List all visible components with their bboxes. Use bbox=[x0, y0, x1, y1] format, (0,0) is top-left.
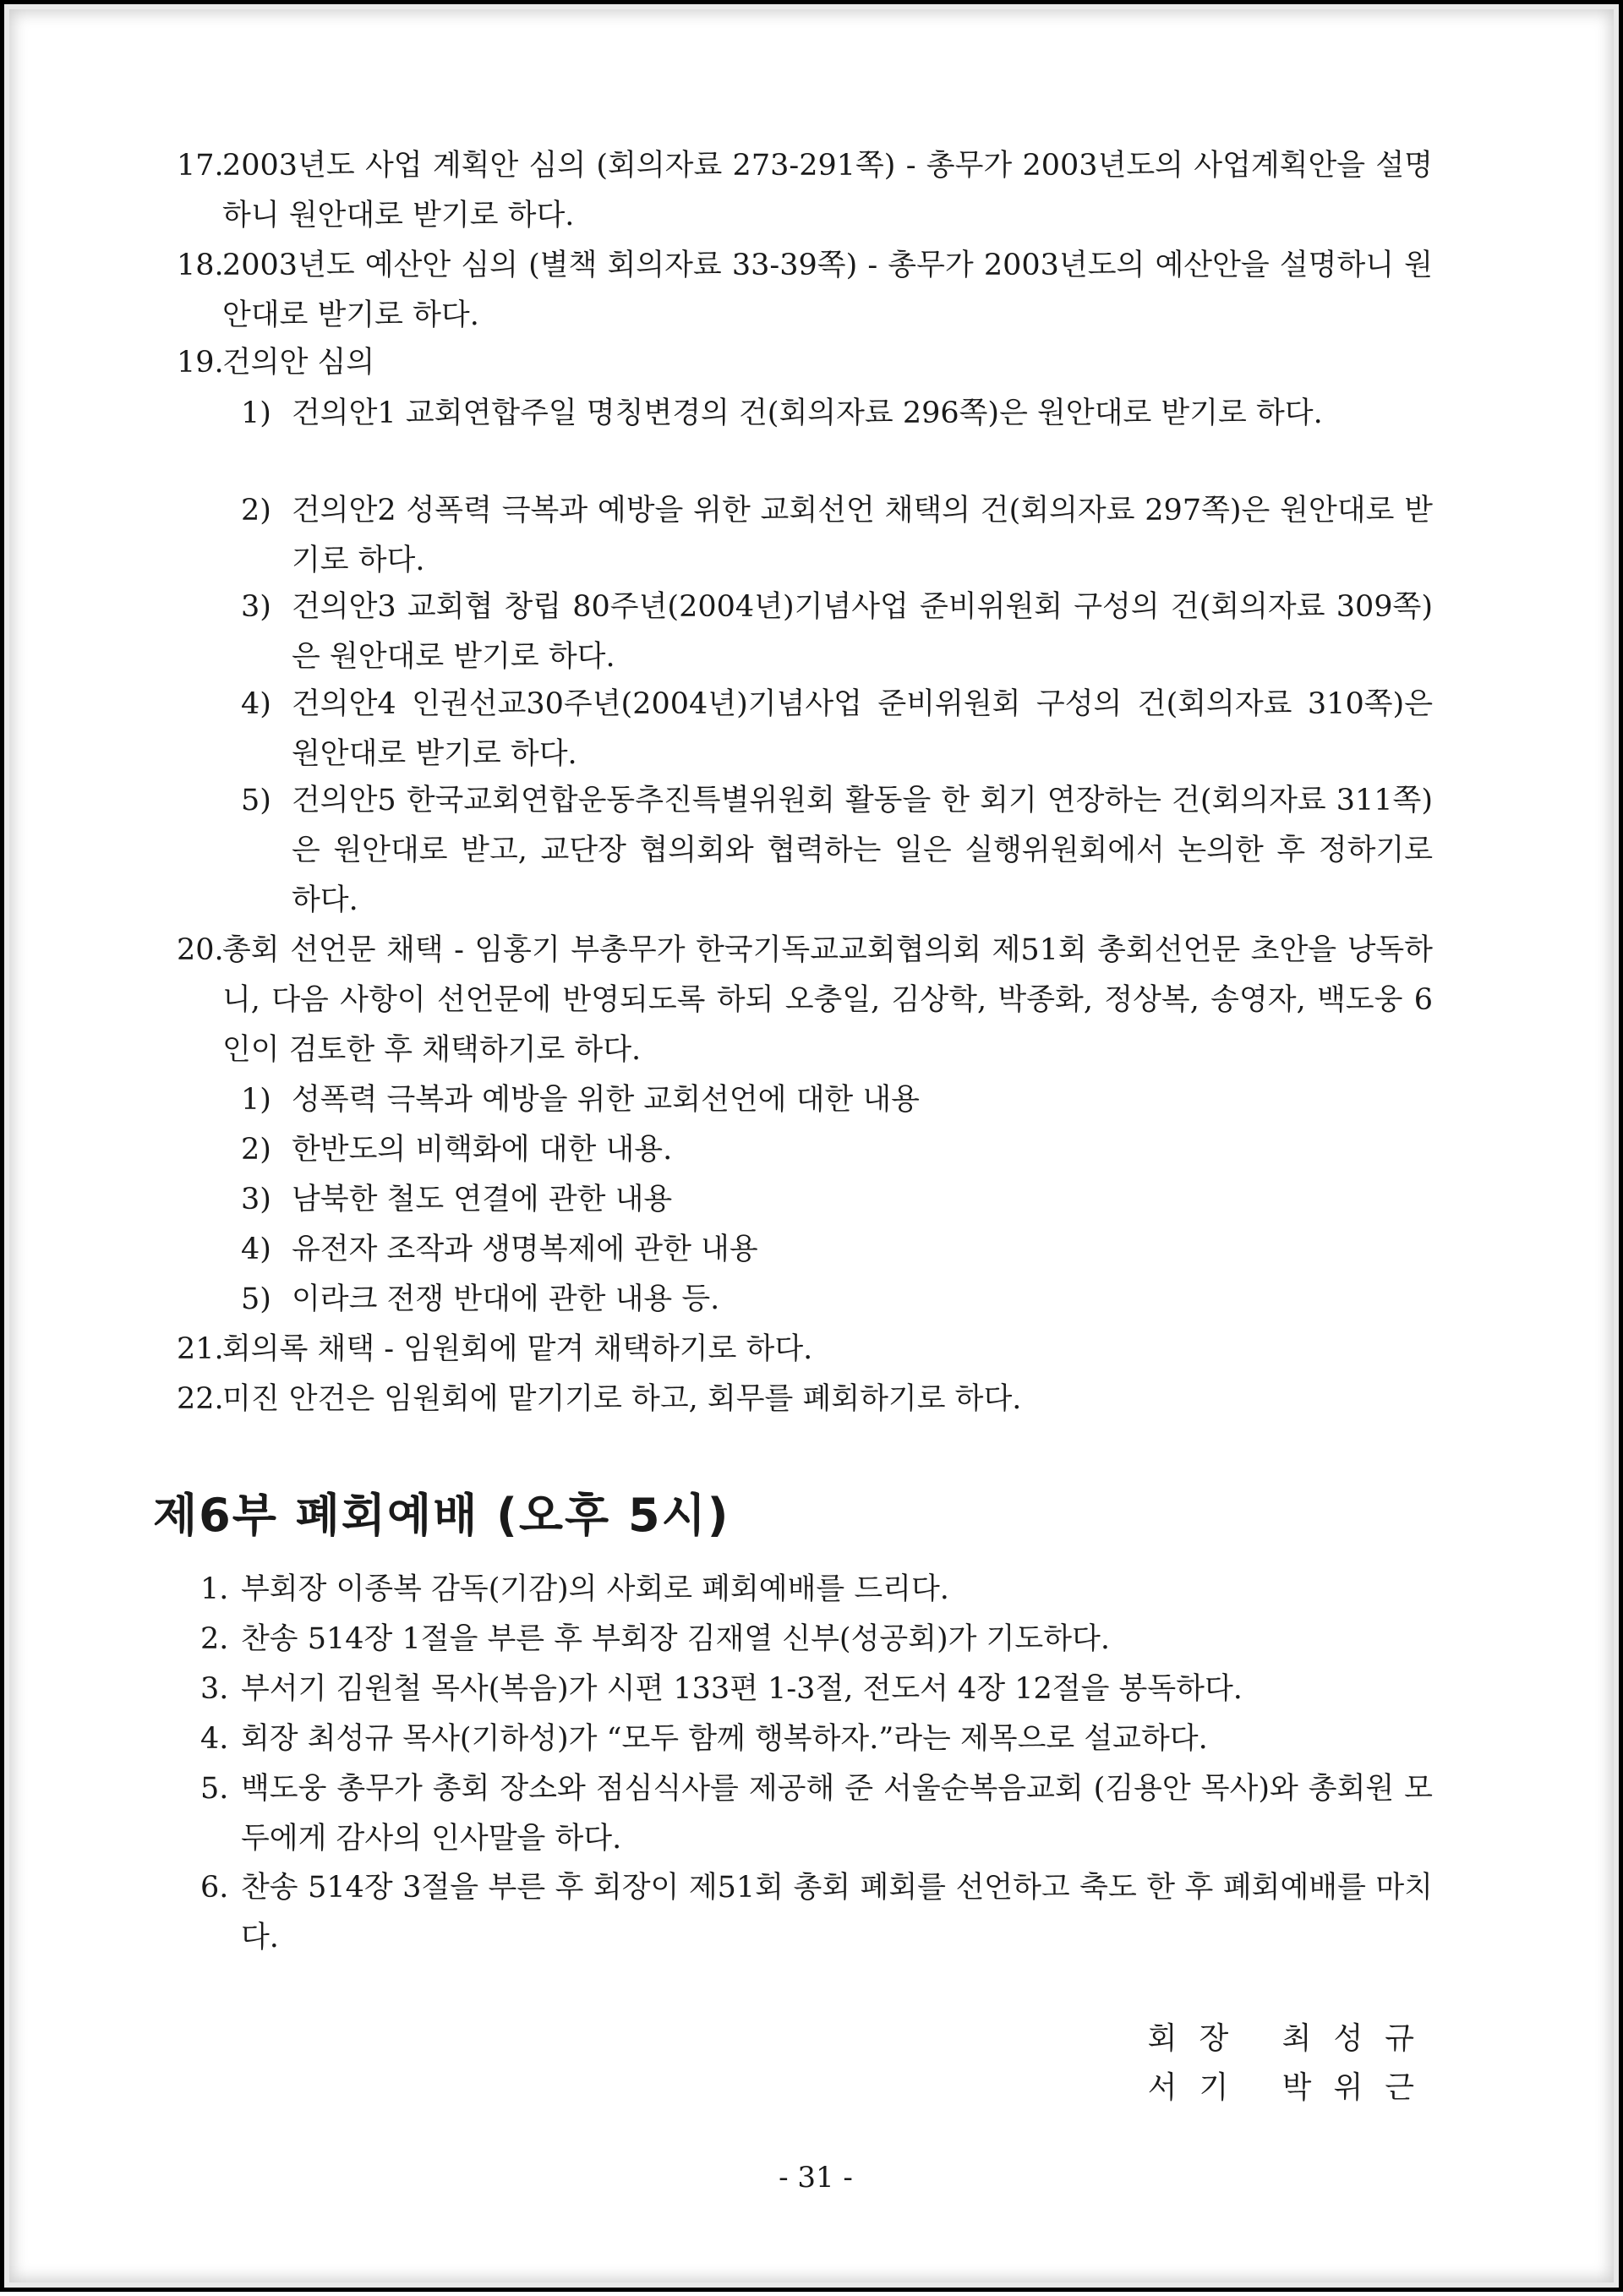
item-text: 건의안5 한국교회연합운동추진특별위원회 활동을 한 회기 연장하는 건(회의자료 311쪽)은 원안대로 받고, 교단장 협의회와 협력하는 일은 실행위원회에서 논의한 후 정하기로 하다. bbox=[292, 784, 1433, 917]
item-text: 2003년도 예산안 심의 (별책 회의자료 33-39쪽) - 총무가 2003년도의 예산안을 설명하니 원안대로 받기로 하다. bbox=[222, 249, 1433, 332]
item-text: 건의안 심의 bbox=[222, 346, 375, 380]
item-number: 2) bbox=[241, 494, 271, 528]
item-text: 건의안4 인권선교30주년(2004년)기념사업 준비위원회 구성의 건(회의자료 310쪽)은 원안대로 받기로 하다. bbox=[292, 687, 1433, 771]
item-text: 유전자 조작과 생명복제에 관한 내용 bbox=[292, 1233, 758, 1266]
list-item bbox=[177, 1375, 1433, 1424]
section-list-item bbox=[200, 1714, 1433, 1764]
list-item bbox=[177, 338, 1433, 388]
item-text: 총회 선언문 채택 - 임홍기 부총무가 한국기독교교회협의회 제51회 총회선언문 초안을 낭독하니, 다음 사항이 선언문에 반영되도록 하되 오충일, 김상학, 박종화, 정상복, 송영자, 백도웅 6인이 검토한 후 채택하기로 하다. bbox=[222, 933, 1433, 1067]
item-number: 17. bbox=[177, 149, 224, 183]
item-number: 5) bbox=[241, 1282, 271, 1316]
item-text: 2003년도 사업 계획안 심의 (회의자료 273-291쪽) - 총무가 2003년도의 사업계획안을 설명하니 원안대로 받기로 하다. bbox=[222, 149, 1433, 232]
section-list-item bbox=[200, 1565, 1433, 1615]
item-number: 3) bbox=[241, 1183, 271, 1216]
section-list-item bbox=[200, 1863, 1433, 1963]
item-text: 건의안2 성폭력 극복과 예방을 위한 교회선언 채택의 건(회의자료 297쪽)은 원안대로 받기로 하다. bbox=[292, 494, 1433, 577]
item-number: 2) bbox=[241, 1133, 271, 1167]
item-text: 한반도의 비핵화에 대한 내용. bbox=[292, 1133, 673, 1167]
item-number: 20. bbox=[177, 933, 224, 967]
sub-list-item bbox=[241, 680, 1433, 779]
item-number: 1. bbox=[200, 1572, 229, 1606]
item-number: 19. bbox=[177, 346, 224, 380]
item-number: 4) bbox=[241, 1233, 271, 1266]
page-content bbox=[4, 4, 1623, 2296]
item-text: 부회장 이종복 감독(기감)의 사회로 폐회예배를 드리다. bbox=[241, 1572, 949, 1606]
list-item bbox=[177, 1325, 1433, 1375]
item-number: 5. bbox=[200, 1772, 229, 1806]
item-number: 1) bbox=[241, 396, 271, 430]
list-item bbox=[177, 926, 1433, 1075]
item-number: 2. bbox=[200, 1622, 229, 1656]
item-text: 성폭력 극복과 예방을 위한 교회선언에 대한 내용 bbox=[292, 1083, 920, 1117]
item-text: 이라크 전쟁 반대에 관한 내용 등. bbox=[292, 1282, 720, 1316]
section-heading: 제6부 폐회예배 (오후 5시) bbox=[153, 1489, 730, 1542]
sub-list-item bbox=[241, 1275, 1433, 1325]
list-item bbox=[177, 141, 1433, 241]
item-text: 찬송 514장 3절을 부른 후 회장이 제51회 총회 폐회를 선언하고 축도 한 후 폐회예배를 마치다. bbox=[241, 1871, 1433, 1954]
sub-list-item bbox=[241, 1075, 1433, 1125]
item-text: 건의안3 교회협 창립 80주년(2004년)기념사업 준비위원회 구성의 건(회의자료 309쪽)은 원안대로 받기로 하다. bbox=[292, 590, 1433, 674]
sub-list-item bbox=[241, 486, 1433, 586]
item-text: 회장 최성규 목사(기하성)가 “모두 함께 행복하자.”라는 제목으로 설교하다. bbox=[241, 1722, 1208, 1756]
item-text: 백도웅 총무가 총회 장소와 점심식사를 제공해 준 서울순복음교회 (김용안 목사)와 총회원 모두에게 감사의 인사말을 하다. bbox=[241, 1772, 1433, 1856]
item-number: 5) bbox=[241, 784, 271, 817]
item-number: 3) bbox=[241, 590, 271, 624]
item-number: 1) bbox=[241, 1083, 271, 1117]
item-number: 22. bbox=[177, 1382, 224, 1416]
section-list-item bbox=[200, 1764, 1433, 1864]
item-number: 4) bbox=[241, 687, 271, 721]
item-text: 건의안1 교회연합주일 명칭변경의 건(회의자료 296쪽)은 원안대로 받기로 하다. bbox=[292, 396, 1323, 430]
item-text: 찬송 514장 1절을 부른 후 부회장 김재열 신부(성공회)가 기도하다. bbox=[241, 1622, 1110, 1656]
item-number: 4. bbox=[200, 1722, 229, 1756]
section-list-item bbox=[200, 1665, 1433, 1714]
sub-list-item bbox=[241, 582, 1433, 682]
signature-president: 회장 최성규 bbox=[1147, 2021, 1436, 2056]
item-number: 18. bbox=[177, 249, 224, 282]
item-text: 미진 안건은 임원회에 맡기기로 하고, 회무를 폐회하기로 하다. bbox=[222, 1382, 1022, 1416]
section-list-item bbox=[200, 1615, 1433, 1665]
sub-list-item bbox=[241, 1175, 1433, 1225]
list-item bbox=[177, 241, 1433, 341]
page-number: - 31 - bbox=[779, 2161, 853, 2195]
sub-list-item bbox=[241, 1125, 1433, 1175]
sub-list-item bbox=[241, 1225, 1433, 1275]
item-text: 회의록 채택 - 임원회에 맡겨 채택하기로 하다. bbox=[222, 1332, 813, 1366]
sub-list-item bbox=[241, 776, 1433, 926]
item-text: 부서기 김원철 목사(복음)가 시편 133편 1-3절, 전도서 4장 12절을 봉독하다. bbox=[241, 1672, 1243, 1706]
signature-secretary: 서기 박위근 bbox=[1147, 2070, 1436, 2105]
sub-list-item bbox=[241, 389, 1433, 439]
item-number: 21. bbox=[177, 1332, 224, 1366]
item-number: 6. bbox=[200, 1871, 229, 1905]
item-number: 3. bbox=[200, 1672, 229, 1706]
item-text: 남북한 철도 연결에 관한 내용 bbox=[292, 1183, 673, 1216]
